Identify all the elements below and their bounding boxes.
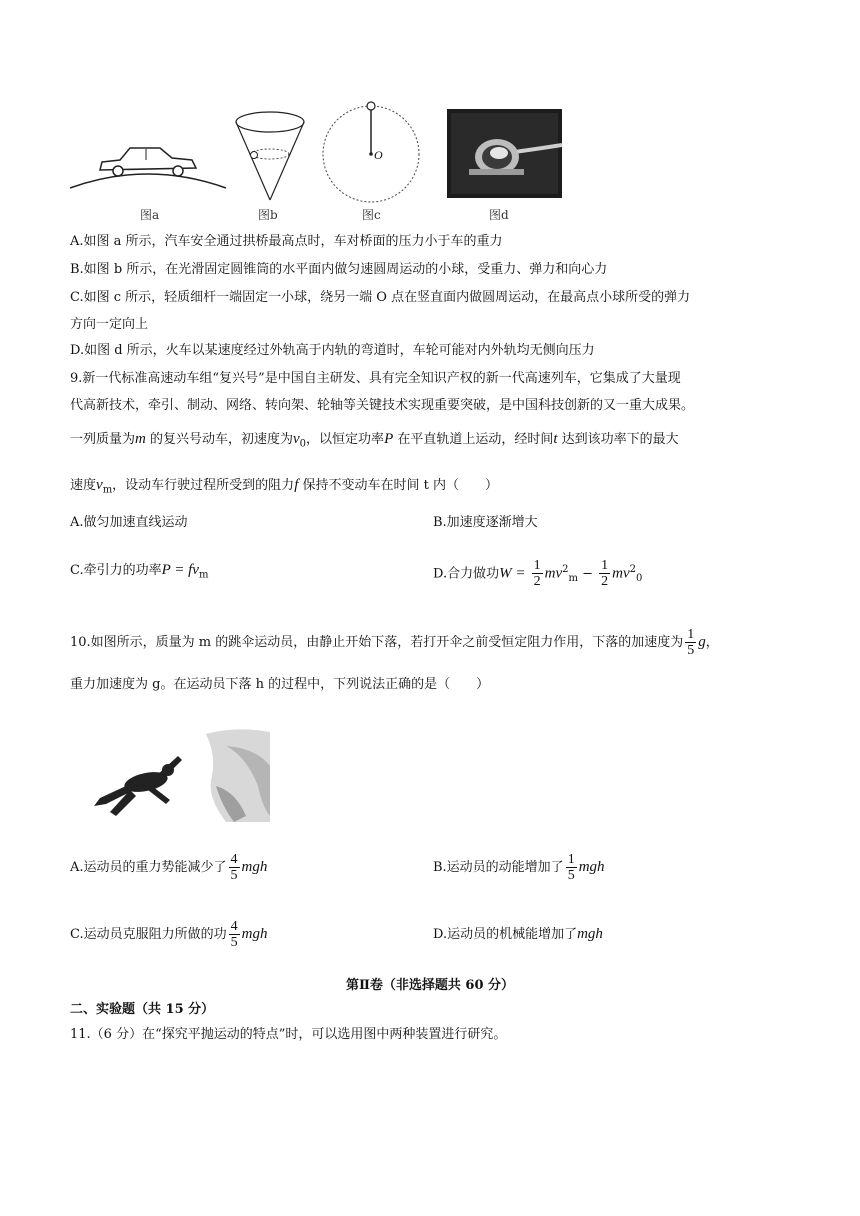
- q9-option-b: B.加速度逐渐增大: [433, 515, 538, 530]
- q8-option-d: D.如图 d 所示，火车以某速度经过外轨高于内轨的弯道时，车轮可能对内外轨均无侧向压力: [70, 343, 595, 358]
- q10-option-d: D.运动员的机械能增加了mgh: [433, 926, 603, 942]
- q8-option-a: A.如图 a 所示，汽车安全通过拱桥最高点时，车对桥面的压力小于车的重力: [70, 234, 503, 249]
- figure-skydiver-photo: [86, 726, 270, 822]
- q9-option-a: A.做匀加速直线运动: [70, 515, 188, 530]
- figure-d-caption: 图d: [489, 208, 509, 222]
- figure-c-rod-circle: [318, 100, 424, 204]
- q10-stem-line1: 10.如图所示，质量为 m 的跳伞运动员，由静止开始下落，若打开伞之前受恒定阻力作用，下落的加速度为 $\frac{1}{5}$ g，: [70, 627, 719, 658]
- figure-b-caption: 图b: [258, 208, 278, 222]
- q11-stem: 11.（6 分）在“探究平抛运动的特点”时，可以选用图中两种装置进行研究。: [70, 1027, 507, 1042]
- q8-option-c-line1: C.如图 c 所示，轻质细杆一端固定一小球，绕另一端 O 点在竖直面内做圆周运动，在最高点小球所受的弹力: [70, 290, 691, 305]
- figure-c-caption: 图c: [362, 208, 381, 222]
- part-two-title: 第Ⅱ卷（非选择题共 60 分）: [345, 978, 515, 993]
- figure-a-car-on-bridge: [68, 130, 228, 200]
- figure-a-caption: 图a: [140, 208, 160, 222]
- q8-option-b: B.如图 b 所示，在光滑固定圆锥筒的水平面内做匀速圆周运动的小球，受重力、弹力和向心力: [70, 262, 608, 277]
- q9-option-d: D.合力做功W = $\frac{1}{2}$ $mv^2_m$ − $\frac{1}{2}$ $mv^2_0$: [433, 558, 643, 590]
- q10-option-a: A.运动员的重力势能减少了 $\frac{4}{5}$ mgh: [70, 852, 268, 883]
- section-heading-experiment: 二、实验题（共 15 分）: [70, 1002, 215, 1017]
- q9-stem-line3: 一列质量为m 的复兴号动车，初速度为$v_0$，以恒定功率P 在平直轨道上运动，经时间t 达到该功率下的最大: [70, 431, 679, 450]
- q8-option-c-line2: 方向一定向上: [70, 317, 149, 332]
- figure-b-cone: [230, 108, 310, 204]
- q9-stem-line4: 速度$v_m$，设动车行驶过程所受到的阻力f 保持不变动车在时间 t 内（ ）: [70, 477, 498, 496]
- q9-stem-line1: 9.新一代标准高速动车组“复兴号”是中国自主研发、具有完全知识产权的新一代高速列车，它集成了大量现: [70, 371, 681, 386]
- q9-option-c: C.牵引力的功率$P = fv_m$: [70, 562, 209, 581]
- q10-option-b: B.运动员的动能增加了 $\frac{1}{5}$ mgh: [433, 852, 605, 883]
- q10-stem-line2: 重力加速度为 g。在运动员下落 h 的过程中，下列说法正确的是（ ）: [70, 677, 490, 692]
- q10-option-c: C.运动员克服阻力所做的功 $\frac{4}{5}$ mgh: [70, 919, 268, 950]
- q9-stem-line2: 代高新技术，牵引、制动、网络、转向架、轮轴等关键技术实现重要突破，是中国科技创新的又一重大成果。: [70, 398, 695, 413]
- figure-c-label-o: O: [374, 148, 383, 162]
- figure-d-train-track-photo: [447, 109, 562, 198]
